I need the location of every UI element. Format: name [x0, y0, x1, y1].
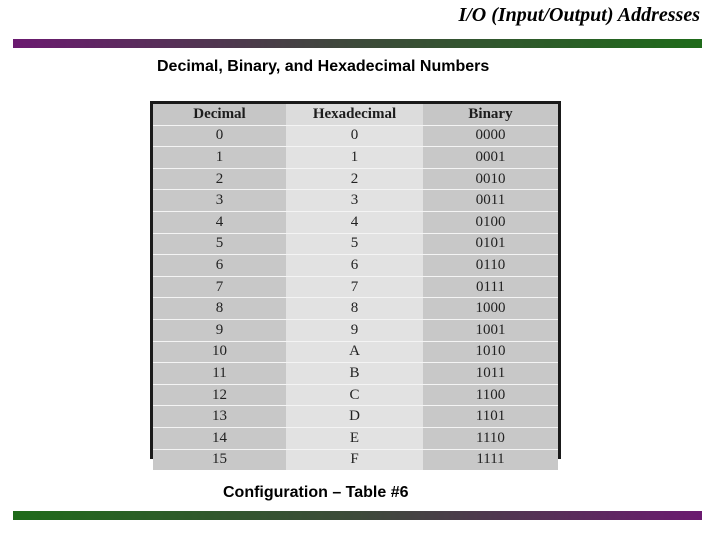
cell-binary: 1101 [423, 406, 558, 428]
cell-hexadecimal: A [286, 341, 423, 363]
cell-hexadecimal: 1 [286, 147, 423, 169]
cell-binary: 1111 [423, 449, 558, 470]
table-row [153, 427, 558, 449]
column-header-binary: Binary [423, 104, 558, 125]
cell-hexadecimal: 4 [286, 211, 423, 233]
cell-hexadecimal: 3 [286, 190, 423, 212]
table-row [153, 211, 558, 233]
table-row [153, 190, 558, 212]
cell-binary: 0010 [423, 168, 558, 190]
cell-decimal: 7 [153, 276, 286, 298]
cell-hexadecimal: 6 [286, 255, 423, 277]
cell-decimal: 11 [153, 363, 286, 385]
cell-hexadecimal: 0 [286, 125, 423, 147]
cell-decimal: 12 [153, 384, 286, 406]
cell-binary: 0110 [423, 255, 558, 277]
column-header-decimal: Decimal [153, 104, 286, 125]
cell-hexadecimal: F [286, 449, 423, 470]
cell-decimal: 6 [153, 255, 286, 277]
cell-decimal: 8 [153, 298, 286, 320]
cell-hexadecimal: 9 [286, 319, 423, 341]
top-divider-bar [13, 39, 702, 48]
cell-decimal: 3 [153, 190, 286, 212]
table-row [153, 406, 558, 428]
cell-decimal: 1 [153, 147, 286, 169]
table-caption: Configuration – Table #6 [223, 484, 409, 501]
cell-decimal: 9 [153, 319, 286, 341]
slide-title: I/O (Input/Output) Addresses [458, 4, 700, 26]
cell-decimal: 4 [153, 211, 286, 233]
conversion-table [153, 104, 558, 470]
cell-binary: 1010 [423, 341, 558, 363]
cell-hexadecimal: 2 [286, 168, 423, 190]
cell-binary: 1100 [423, 384, 558, 406]
cell-hexadecimal: 8 [286, 298, 423, 320]
cell-decimal: 15 [153, 449, 286, 470]
cell-hexadecimal: 5 [286, 233, 423, 255]
cell-decimal: 13 [153, 406, 286, 428]
cell-binary: 0101 [423, 233, 558, 255]
table-subtitle: Decimal, Binary, and Hexadecimal Numbers [157, 58, 490, 75]
cell-binary: 0011 [423, 190, 558, 212]
table-row [153, 384, 558, 406]
table-row [153, 147, 558, 169]
table-body [153, 125, 558, 470]
cell-binary: 0001 [423, 147, 558, 169]
conversion-table-frame [150, 101, 561, 468]
table-row [153, 255, 558, 277]
bottom-divider-bar [13, 511, 702, 520]
cell-binary: 0000 [423, 125, 558, 147]
cell-hexadecimal: C [286, 384, 423, 406]
table-row [153, 276, 558, 298]
table-row [153, 168, 558, 190]
table-row [153, 298, 558, 320]
table-row [153, 233, 558, 255]
table-row [153, 363, 558, 385]
cell-binary: 0111 [423, 276, 558, 298]
column-header-hexadecimal: Hexadecimal [286, 104, 423, 125]
cell-hexadecimal: E [286, 427, 423, 449]
cell-binary: 1000 [423, 298, 558, 320]
table-row [153, 341, 558, 363]
cell-binary: 1011 [423, 363, 558, 385]
table-header-row [153, 104, 558, 125]
table-row [153, 449, 558, 470]
cell-hexadecimal: 7 [286, 276, 423, 298]
table-row [153, 319, 558, 341]
cell-decimal: 5 [153, 233, 286, 255]
cell-decimal: 0 [153, 125, 286, 147]
table-row [153, 125, 558, 147]
cell-binary: 0100 [423, 211, 558, 233]
cell-decimal: 10 [153, 341, 286, 363]
cell-hexadecimal: D [286, 406, 423, 428]
cell-binary: 1110 [423, 427, 558, 449]
cell-binary: 1001 [423, 319, 558, 341]
cell-decimal: 14 [153, 427, 286, 449]
cell-hexadecimal: B [286, 363, 423, 385]
cell-decimal: 2 [153, 168, 286, 190]
